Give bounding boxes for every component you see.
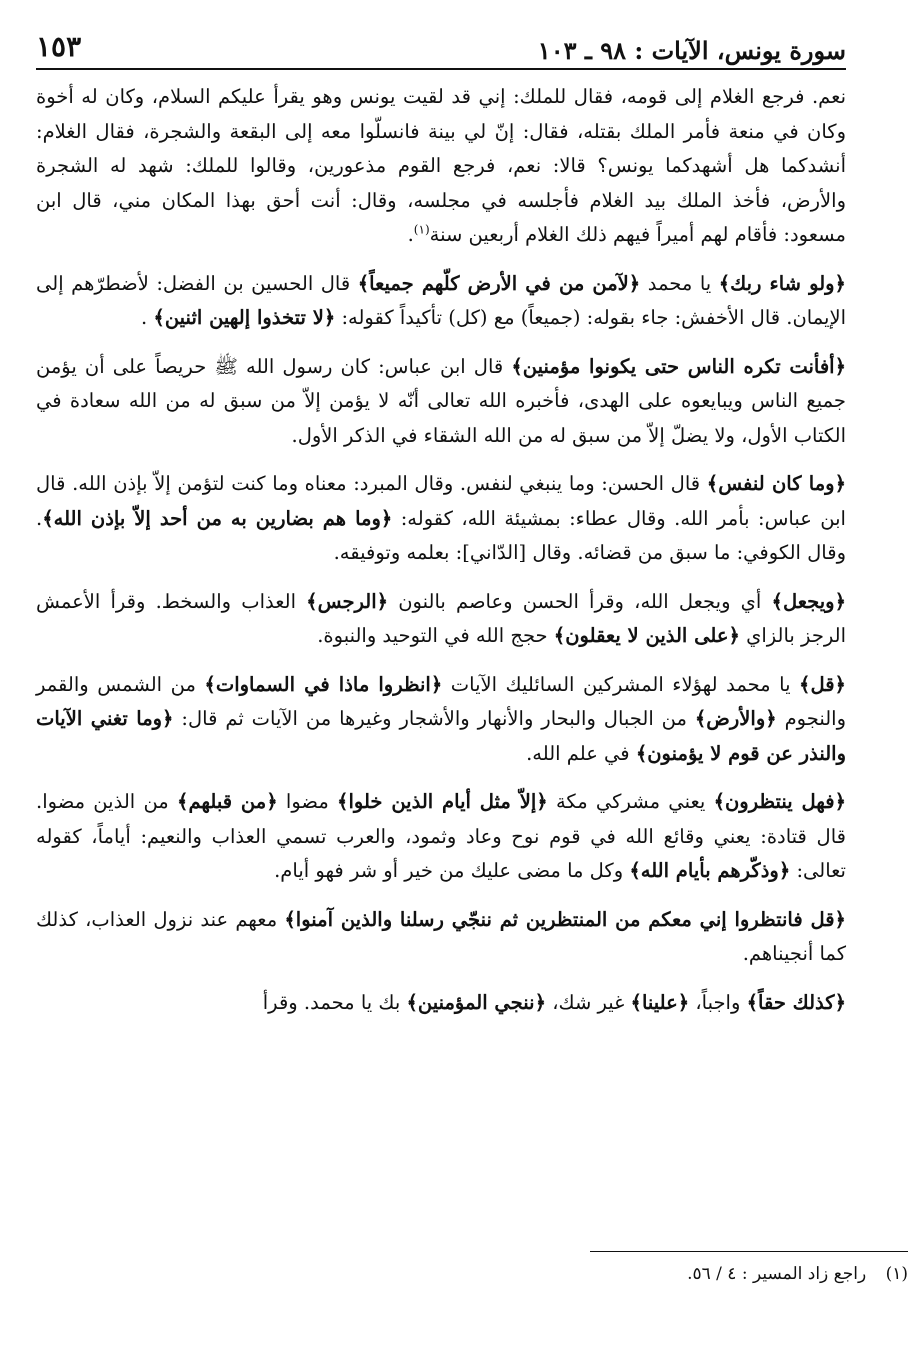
paragraph-text: من الشمس والقمر والنجوم (36, 672, 847, 730)
paragraph-text: يا محمد لهؤلاء المشركين السائليك الآيات (442, 672, 800, 696)
body-text (36, 80, 846, 1020)
paragraph-text: قال الحسين بن الفضل: لأضطرّهم إلى الإيمان. قال الأخفش: جاء بقوله: (جميعاً) مع (كل) تأكيداً كقوله: (36, 271, 846, 329)
quran-quote: ﴿من قبلهم﴾ (177, 790, 278, 813)
quran-quote: ﴿كذلك حقاً﴾ (746, 990, 846, 1014)
footnote-text: راجع زاد المسير : ٤ / ٥٦. (687, 1264, 867, 1284)
paragraph (36, 986, 846, 1021)
quran-quote: ﴿ننجي المؤمنين﴾ (406, 990, 547, 1014)
paragraph-text: وكل ما مضى عليك من خير أو شر فهو أيام. (274, 859, 630, 882)
paragraph-text: أي ويجعل الله، وقرأ الحسن وعاصم بالنون (388, 589, 772, 613)
footnote (687, 1264, 908, 1284)
paragraph-text: معهم عند نزول العذاب، كذلك كما أنجيناهم. (36, 907, 846, 965)
quran-quote: ﴿ولو شاء ربك﴾ (718, 271, 846, 295)
quran-quote: ﴿علينا﴾ (630, 990, 690, 1014)
paragraph (36, 467, 846, 571)
footnote-reference: (١) (413, 222, 430, 237)
paragraph (36, 903, 846, 972)
quran-quote: ﴿انظروا ماذا في السماوات﴾ (204, 672, 443, 696)
paragraph (36, 267, 846, 336)
quran-quote: ﴿قل فانتظروا إني معكم من المنتظرين ثم ننجّي رسلنا والذين آمنوا﴾ (284, 907, 846, 931)
paragraph-text: قال ابن عباس: كان رسول الله ﷺ حريصاً على أن يؤمن جميع الناس ويبايعوه على الهدى، فأخبره الله تعالى أنّه لا يؤمن إلاّ من سبق له من الله سعادة في الكتاب الأول، ولا يضلّ إلاّ من سبق له من الله الشقاء في الذكر الأول. (36, 354, 846, 447)
quran-quote: ﴿لا تتخذوا إلهين اثنين﴾ (153, 306, 336, 329)
footnote-number: (١) (885, 1264, 908, 1284)
quran-quote: ﴿والأرض﴾ (694, 707, 777, 730)
paragraph (36, 585, 846, 654)
paragraph-text: من الذين مضوا. قال قتادة: يعني وقائع الله في قوم نوح وعاد وثمود، والعرب تسمي العذاب والنعيم: أياماً، كقوله تعالى: (36, 790, 846, 882)
quran-quote: ﴿لآمن من في الأرض كلّهم جميعاً﴾ (357, 271, 641, 295)
paragraph (36, 350, 846, 454)
paragraph (36, 80, 846, 253)
quran-quote: ﴿إلاّ مثل أيام الذين خلوا﴾ (337, 790, 548, 813)
paragraph-text: قال الحسن: وما ينبغي لنفس. وقال المبرد: معناه وما كنت لتؤمن إلاّ بإذن الله. قال ابن عباس: بأمر الله. وقال عطاء: بمشيئة الله، كقوله: (36, 472, 846, 530)
running-header (36, 22, 846, 64)
paragraph-text: . (141, 306, 154, 329)
paragraph-text: . (407, 223, 414, 246)
paragraph-text: في علم الله. (526, 741, 636, 765)
quran-quote: ﴿على الذين لا يعقلون﴾ (553, 624, 740, 647)
paragraph-text: غير شك، (546, 990, 631, 1014)
quran-quote: ﴿ويجعل﴾ (771, 589, 846, 613)
page-number: ١٥٣ (36, 30, 82, 63)
quran-quote: ﴿فهل ينتظرون﴾ (713, 790, 847, 813)
paragraph-text: يعني مشركي مكة (547, 790, 714, 813)
quran-quote: ﴿وما هم بضارين به من أحد إلاّ بإذن الله﴾ (42, 506, 393, 530)
quran-quote: ﴿وما كان لنفس﴾ (706, 472, 846, 495)
quran-quote: ﴿أفأنت تكره الناس حتى يكونوا مؤمنين﴾ (511, 354, 846, 378)
paragraph-text: واجباً، (689, 990, 747, 1014)
paragraph (36, 785, 846, 889)
paragraph-text: من الجبال والبحار والأنهار والأشجار وغيرها من الآيات ثم قال: (173, 707, 695, 730)
paragraph-text: يا محمد (640, 271, 719, 295)
paragraph-text: . وقال الكوفي: ما سبق من قضائه. وقال [الدّاني]: بعلمه وتوفيقه. (36, 506, 846, 564)
paragraph-text: نعم. فرجع الغلام إلى قومه، فقال للملك: إني قد لقيت يونس وهو يقرأ عليكم السلام، وكان له أخوة وكان في منعة فأمر الملك بقتله، فقال: إنّ لي بينة فانسلّوا معه إلى البقعة والشجرة، فقال الغلام: أنشدكما هل أشهدكما يونس؟ قالا: نعم، فرجع القوم مذعورين، وقالوا للملك: شهد له الشجرة والأرض، فأخذ الملك بيد الغلام فأجلسه في مجلسه، وقال: أنت أحق بهذا المكان مني، قال ابن مسعود: فأقام لهم أميراً فيهم ذلك الغلام أربعين سنة (36, 85, 846, 246)
paragraph-text: العذاب والسخط. وقرأ الأعمش الرجز بالزاي (36, 589, 846, 647)
footnote-rule (590, 1251, 908, 1252)
paragraph-text: مضوا (277, 790, 338, 813)
paragraph-text: حجج الله في التوحيد والنبوة. (317, 624, 554, 647)
header-rule (36, 68, 846, 70)
paragraph-text: بك يا محمد. وقرأ (262, 990, 407, 1014)
quran-quote: ﴿قل﴾ (799, 672, 846, 696)
quran-quote: ﴿وما تغني الآيات والنذر عن قوم لا يؤمنون﴾ (36, 707, 846, 765)
quran-quote: ﴿وذكّرهم بأيام الله﴾ (629, 859, 791, 882)
paragraph (36, 668, 846, 772)
running-title: سورة يونس، الآيات : ٩٨ ـ ١٠٣ (537, 36, 846, 65)
quran-quote: ﴿الرجس﴾ (306, 589, 389, 613)
